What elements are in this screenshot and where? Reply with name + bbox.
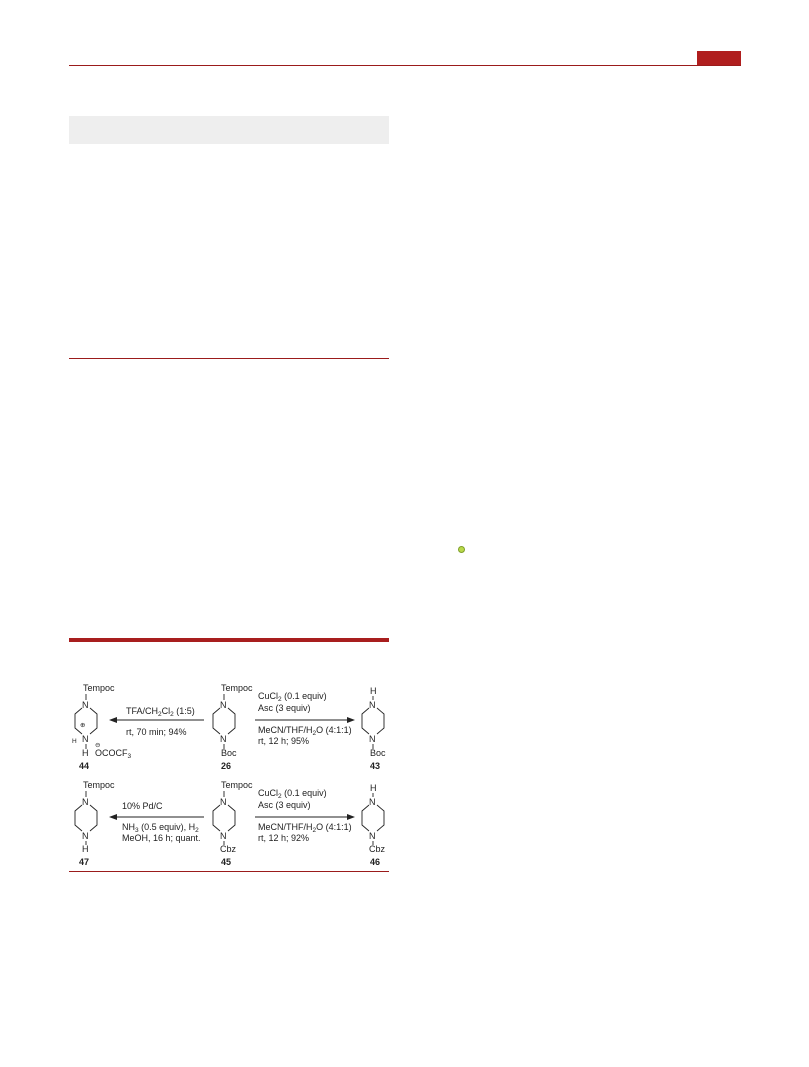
cbz-label: Cbz <box>220 844 237 854</box>
compound-number: 47 <box>79 857 90 867</box>
h-atom: H <box>370 783 377 793</box>
arrow-row2-left <box>109 801 204 843</box>
scheme-top-rule <box>69 638 389 642</box>
compound-26-structure <box>213 683 253 771</box>
compound-43-structure <box>362 686 386 771</box>
reagent-line: 10% Pd/C <box>122 801 163 811</box>
compound-number: 43 <box>370 761 381 771</box>
header-rule <box>69 65 741 66</box>
annotation-dot-icon[interactable] <box>458 546 465 553</box>
condition-line: rt, 12 h; 95% <box>258 736 310 746</box>
condition-line: rt, 12 h; 92% <box>258 833 310 843</box>
arrow-row2-right <box>255 788 355 843</box>
compound-47-structure <box>75 780 115 867</box>
compound-number: 46 <box>370 857 381 867</box>
reagent-line: CuCl$_2$ (0.1 equiv) <box>258 691 327 703</box>
reaction-scheme <box>69 676 389 871</box>
boc-label: Boc <box>370 748 386 758</box>
compound-46-structure <box>362 783 386 867</box>
header-tab <box>697 51 741 65</box>
positive-charge: ⊕ <box>80 722 86 729</box>
scheme-bottom-rule <box>69 871 389 872</box>
reagent-line: TFA/$CH_2Cl_2$ (1:5) <box>126 706 195 718</box>
reagent-line: Asc (3 equiv) <box>258 800 311 810</box>
arrow-row1-left <box>109 706 204 737</box>
reagent-line: $NH_3$ (0.5 equiv), $H_2$ <box>122 822 199 834</box>
counterion-label: $OCOCF_3$ <box>95 748 132 760</box>
n-atom: N <box>82 831 89 841</box>
tempoc-label: Tempoc <box>221 780 253 790</box>
n-atom: N <box>369 831 376 841</box>
solvent-line: MeCN/$THF/H_2O$ (4:1:1) <box>258 725 352 737</box>
n-atom: N <box>369 700 376 710</box>
h-atom: H <box>72 738 77 745</box>
condition-line: rt, 70 min; 94% <box>126 727 187 737</box>
condition-line: MeOH, 16 h; quant. <box>122 833 201 843</box>
n-atom: N <box>220 831 227 841</box>
n-atom: N <box>369 797 376 807</box>
n-atom: N <box>82 797 89 807</box>
h-atom: H <box>82 844 89 854</box>
n-atom: N <box>220 700 227 710</box>
tempoc-label: Tempoc <box>83 780 115 790</box>
section-divider <box>69 358 389 359</box>
tempoc-label: Tempoc <box>221 683 253 693</box>
cbz-label: Cbz <box>369 844 386 854</box>
n-atom: N <box>369 734 376 744</box>
n-atom: N <box>220 797 227 807</box>
h-atom: H <box>370 686 377 696</box>
compound-number: 26 <box>221 761 232 771</box>
n-atom: N <box>82 700 89 710</box>
compound-number: 45 <box>221 857 232 867</box>
n-atom: N <box>82 734 89 744</box>
solvent-line: MeCN/$THF/H_2O$ (4:1:1) <box>258 822 352 834</box>
reagent-line: CuCl$_2$ (0.1 equiv) <box>258 788 327 800</box>
n-atom: N <box>220 734 227 744</box>
negative-charge: ⊖ <box>95 742 101 749</box>
compound-45-structure <box>213 780 253 867</box>
compound-number: 44 <box>79 761 90 771</box>
tempoc-label: Tempoc <box>83 683 115 693</box>
arrow-row1-right <box>255 691 355 746</box>
grey-heading-box <box>69 116 389 144</box>
reagent-line: Asc (3 equiv) <box>258 703 311 713</box>
compound-44-structure <box>72 683 132 771</box>
h-atom: H <box>82 748 89 758</box>
boc-label: Boc <box>221 748 237 758</box>
